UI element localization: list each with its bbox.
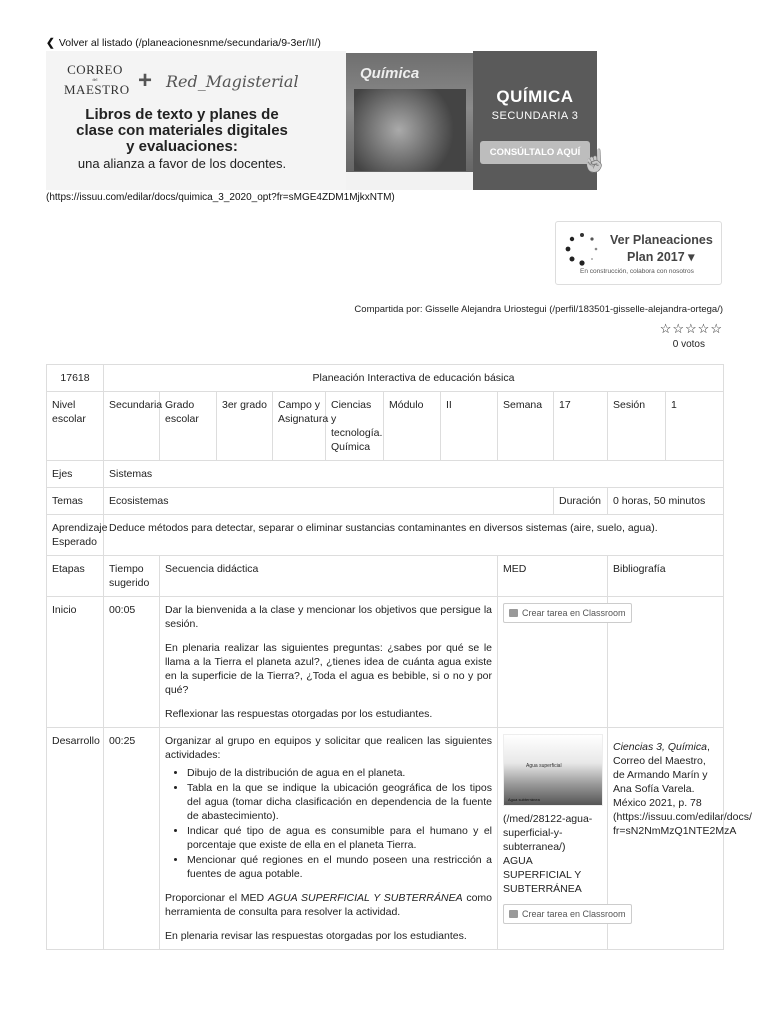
campo-label: Campo y Asignatura <box>273 392 326 461</box>
back-link-label: Volver al listado (/planeacionesnme/secundaria/9-3er/II/) <box>58 37 321 49</box>
plan-title: Ver Planeaciones Plan 2017 ▾ <box>610 233 713 264</box>
loading-dots-icon <box>564 231 600 267</box>
classroom-button[interactable]: Crear tarea en Classroom <box>503 603 632 623</box>
etapa-cell: Desarrollo <box>47 728 104 950</box>
table-row <box>47 515 724 556</box>
ejes-value: Sistemas <box>104 461 724 488</box>
table-row <box>47 461 724 488</box>
list-item: • Dibujo de la distribución de agua en el planeta. <box>187 766 492 780</box>
temas-value: Ecosistemas <box>104 488 554 515</box>
secuencia-cell: Dar la bienvenida a la clase y mencionar los objetivos que persigue la sesión. En plenaria realizar las siguientes preguntas: ¿sabes por qué se le llama a la Tierra el planeta azul?, ¿tienes idea de cuánta agua existe en la superficie de la Tierra?, ¿Toda el agua es bebible, si o no y por qué? Reflexionar las respuestas otorgadas por los estudiantes. <box>160 597 498 728</box>
red-magisterial-logo: Red_Magisterial <box>166 72 299 91</box>
aprendizaje-label: Aprendizaje Esperado <box>47 515 104 556</box>
chevron-left-icon: ❮ <box>46 37 55 49</box>
plan-id: 17618 <box>47 365 104 392</box>
biblio-link-cont[interactable]: fr=sN2NmMzQ1NTE2MzA <box>613 825 737 837</box>
banner-left <box>46 51 346 190</box>
list-item: • Tabla en la que se indique la ubicación geográfica de los tipos del agua (tomar dicha clasificación en dependencia de la fuente de abastecimiento). <box>187 781 492 823</box>
promo-banner[interactable] <box>46 51 609 190</box>
table-row <box>47 488 724 515</box>
votes-count: 0 votos <box>672 339 705 350</box>
med-title[interactable]: AGUA SUPERFICIAL Y SUBTERRÁNEA <box>503 855 582 895</box>
med-link[interactable]: (/med/28122-agua-superficial-y-subterranea/) <box>503 813 593 853</box>
list-item: • Mencionar qué regiones en el mundo poseen una restricción a fuentes de agua potable. <box>187 853 492 881</box>
nivel-label: Nivel escolar <box>47 392 104 461</box>
book-cover-image <box>346 53 473 190</box>
col-etapas: Etapas <box>47 556 104 597</box>
back-to-list-link[interactable] <box>46 37 321 49</box>
med-cell <box>498 597 626 728</box>
table-row <box>47 728 724 950</box>
rating-stars[interactable]: ☆☆☆☆☆ <box>659 321 723 336</box>
bibliografia-cell: Ciencias 3, Química, Correo del Maestro, de Armando Marín y Ana Sofía Varela. México 2021, p. 78 (https://issuu.com/edilar/docs/ fr=sN2NmMzQ1NTE2MzA <box>608 728 724 950</box>
col-med: MED <box>498 556 608 597</box>
med-thumbnail[interactable]: Agua superficial Agua subterránea <box>503 734 603 806</box>
campo-value: Ciencias y tecnología. Química <box>326 392 384 461</box>
tiempo-cell: 00:25 <box>104 728 160 950</box>
classroom-icon <box>509 910 518 918</box>
list-item: • Indicar qué tipo de agua es consumible para el humano y el porcentaje que existe de ella en el planeta Tierra. <box>187 824 492 852</box>
tiempo-cell: 00:05 <box>104 597 160 728</box>
grado-value: 3er grado <box>217 392 273 461</box>
etapa-cell: Inicio <box>47 597 104 728</box>
temas-label: Temas <box>47 488 104 515</box>
correo-del-maestro-logo: CORREO del MAESTRO <box>64 62 130 97</box>
sesion-label: Sesión <box>608 392 666 461</box>
book-map-image <box>354 89 466 171</box>
caret-down-icon: ▾ <box>688 250 695 264</box>
ver-planeaciones-dropdown[interactable] <box>555 221 722 285</box>
col-tiempo: Tiempo sugerido <box>104 556 160 597</box>
plan-subtitle: En construcción, colabora con nosotros <box>580 268 694 275</box>
shared-by-link[interactable]: Compartida por: Gisselle Alejandra Uriostegui (/perfil/183501-gisselle-alejandra-ortega/) <box>354 304 723 315</box>
plus-icon: + <box>138 67 153 94</box>
banner-text: Libros de texto y planes de clase con materiales digitales y evaluaciones: una alianza a favor de los docentes. <box>76 106 288 171</box>
planeacion-table <box>46 364 752 950</box>
modulo-value: II <box>441 392 498 461</box>
banner-subtitle: SECUNDARIA 3 <box>491 110 579 122</box>
nivel-value: Secundaria <box>104 392 160 461</box>
col-bibliografia: Bibliografía <box>608 556 724 597</box>
classroom-button[interactable]: Crear tarea en Classroom <box>503 904 632 924</box>
aprendizaje-value: Deduce métodos para detectar, separar o eliminar sustancias contaminantes en diversos sistemas (aire, suelo, agua). <box>104 515 724 556</box>
table-row <box>47 392 724 461</box>
biblio-link[interactable]: (https://issuu.com/edilar/docs/ <box>613 811 752 823</box>
banner-right <box>473 51 609 190</box>
ejes-label: Ejes <box>47 461 104 488</box>
table-title: Planeación Interactiva de educación básica <box>104 365 724 392</box>
grado-label: Grado escolar <box>160 392 217 461</box>
table-row <box>47 597 724 728</box>
med-cell <box>498 728 626 950</box>
modulo-label: Módulo <box>384 392 441 461</box>
book-title: Química <box>360 65 420 82</box>
semana-value: 17 <box>554 392 608 461</box>
table-row <box>47 365 724 392</box>
secuencia-cell: Organizar al grupo en equipos y solicitar que realicen las siguientes actividades: • Dibujo de la distribución de agua en el planeta. • Tabla en la que se indique la ubicación geográfica de los tipos del agua (tomar dicha clasificación en dependencia de la fuente de abastecimiento). • Indicar qué tipo de agua es consumible para el humano y el porcentaje que existe de ella en el planeta Tierra. • Mencionar qué regiones en el mundo poseen una restricción a fuentes de agua potable. Proporcionar el MED AGUA SUPERFICIAL Y SUBTERRÁNEA como herramienta de consulta para resolver la actividad. En plenaria revisar las respuestas otorgadas por los estudiantes. <box>160 728 498 950</box>
issuu-link[interactable]: (https://issuu.com/edilar/docs/quimica_3_2020_opt?fr=sMGE4ZDM1MjkxNTM) <box>46 192 395 203</box>
activity-list <box>165 766 492 881</box>
consultalo-button[interactable]: CONSÚLTALO AQUÍ <box>473 141 597 164</box>
cursor-pointer-icon: ☝ <box>581 148 609 173</box>
semana-label: Semana <box>498 392 554 461</box>
table-row <box>47 556 724 597</box>
banner-title: QUÍMICA <box>496 87 574 106</box>
duracion-label: Duración <box>554 488 608 515</box>
book-footer <box>346 172 473 190</box>
col-secuencia: Secuencia didáctica <box>160 556 498 597</box>
duracion-value: 0 horas, 50 minutos <box>608 488 724 515</box>
sesion-value: 1 <box>666 392 724 461</box>
classroom-icon <box>509 609 518 617</box>
